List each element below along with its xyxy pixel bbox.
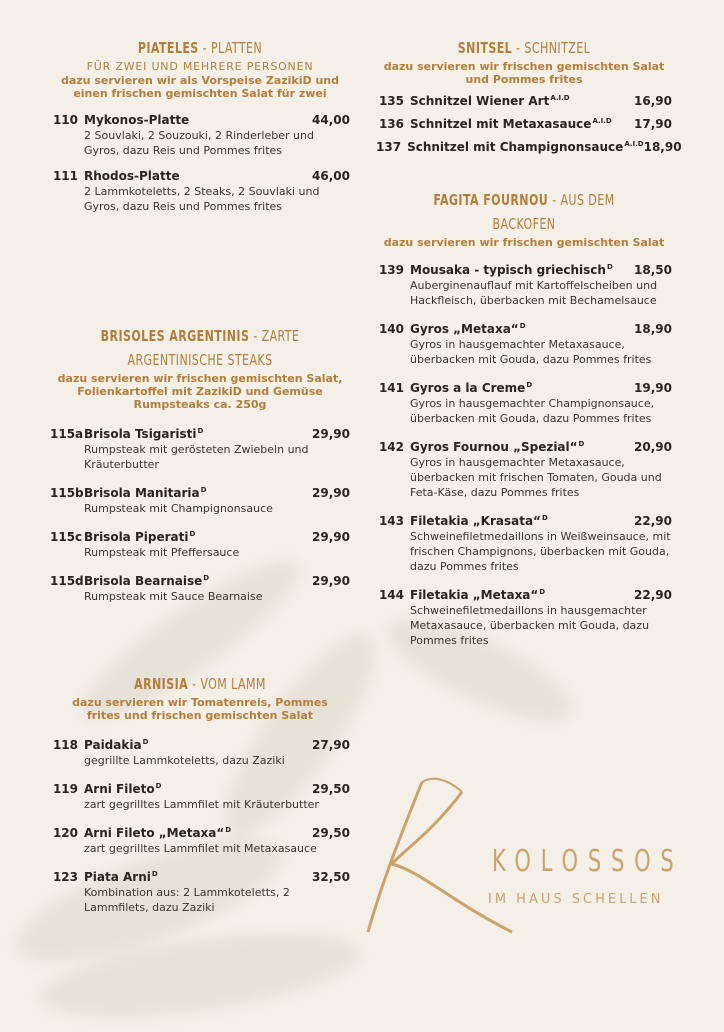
section-note: dazu servieren wir frischen gemischten Salat — [383, 236, 665, 249]
menu-item — [376, 318, 672, 367]
menu-item — [50, 570, 350, 604]
item-name: Brisola Piperati$^D$ — [84, 530, 196, 544]
item-number: 140 — [378, 322, 404, 336]
menu-item — [50, 866, 350, 915]
allergen-marker: D — [189, 530, 196, 538]
item-header — [50, 570, 350, 589]
item-description: zart gegrilltes Lammfilet mit Metaxasauce — [84, 842, 317, 855]
item-number: 119 — [52, 782, 78, 796]
item-header — [376, 377, 672, 396]
allergen-marker: D — [541, 514, 548, 522]
item-list — [376, 90, 682, 155]
item-number: 135 — [378, 94, 404, 108]
item-name: Gyros „Metaxa“$^D$ — [410, 322, 526, 336]
allergen-marker: D — [578, 440, 585, 448]
kolossos-logo — [362, 772, 702, 942]
item-number: 115a — [50, 427, 84, 441]
menu-item — [50, 734, 350, 768]
section-note: dazu servieren wir Tomatenreis, Pommes frites und frischen gemischten Salat — [72, 696, 328, 722]
item-name: Filetakia „Metaxa“$^D$ — [410, 588, 546, 602]
item-number: 136 — [378, 117, 404, 131]
item-header — [50, 822, 350, 841]
section-title-line2: ARGENTINISCHE STEAKS — [127, 351, 273, 369]
allergen-marker: D — [142, 738, 149, 746]
menu-item — [376, 90, 672, 109]
menu-item — [376, 113, 672, 132]
item-description: Gyros in hausgemachter Metaxasauce, überbacken mit Gouda, dazu Pommes frites — [410, 338, 652, 366]
section-subtitle: FÜR ZWEI UND MEHRERE PERSONEN — [86, 60, 314, 73]
item-description: Schweinefiletmedaillons in Weißweinsauce, mit frischen Champignons, überbacken mit Gouda, dazu Pommes frites — [410, 530, 671, 573]
item-number: 144 — [378, 588, 404, 602]
section-fagita — [376, 188, 672, 648]
allergen-marker: A.I.D — [592, 117, 612, 125]
menu-item — [50, 778, 350, 812]
item-description: Gyros in hausgemachter Metaxasauce, überbacken mit frischen Tomaten, Gouda und Feta-Käse, dazu Pommes frites — [410, 456, 662, 499]
section-title: ARNISIA - VOM LAMM — [134, 675, 266, 693]
item-price: 29,50 — [312, 826, 350, 840]
item-header — [376, 259, 672, 278]
item-number: 137 — [376, 140, 402, 154]
item-description: Rumpsteak mit Pfeffersauce — [84, 546, 240, 559]
item-name: Schnitzel mit Metaxasauce$^{A.I.D}$ — [410, 117, 612, 131]
item-description: 2 Lammkoteletts, 2 Steaks, 2 Souvlaki und Gyros, dazu Reis und Pommes frites — [84, 185, 320, 213]
menu-item — [376, 436, 672, 500]
section-title: FAGITA FOURNOU - AUS DEM BACKOFEN — [433, 191, 615, 233]
item-name: Brisola Manitaria$^D$ — [84, 486, 207, 500]
item-list — [376, 259, 672, 648]
item-number: 123 — [52, 870, 78, 884]
menu-item — [376, 584, 672, 648]
allergen-marker: D — [151, 870, 158, 878]
item-price: 17,90 — [634, 117, 672, 131]
item-price: 18,90 — [643, 140, 682, 154]
item-description: Gyros in hausgemachter Champignonsauce, überbacken mit Gouda, dazu Pommes frites — [410, 397, 655, 425]
section-title: PIATELES - PLATTEN — [137, 39, 263, 57]
item-price: 46,00 — [312, 169, 350, 183]
item-number: 115d — [50, 574, 84, 588]
item-list — [50, 423, 350, 604]
allergen-marker: D — [197, 427, 204, 435]
item-price: 18,50 — [634, 263, 672, 277]
item-header — [50, 866, 350, 885]
item-number: 115c — [50, 530, 83, 544]
item-header — [50, 526, 350, 545]
allergen-marker: A.I.D — [624, 140, 644, 148]
menu-item — [376, 510, 672, 574]
item-price: 22,90 — [634, 514, 672, 528]
menu-item — [50, 822, 350, 856]
section-note-weight: Rumpsteaks ca. 250g — [133, 398, 267, 411]
allergen-marker: D — [225, 826, 232, 834]
item-description: Rumpsteak mit Champignonsauce — [84, 502, 273, 515]
section-note: dazu servieren wir als Vorspeise ZazikiD und einen frischen gemischten Salat für zwei — [60, 74, 340, 100]
menu-item — [50, 482, 350, 516]
menu-item — [50, 112, 350, 158]
menu-item — [376, 136, 682, 155]
item-name: Schnitzel Wiener Art$^{A.I.D}$ — [410, 94, 570, 108]
menu-item — [50, 423, 350, 472]
logo-subtitle: IM HAUS SCHELLEN — [488, 892, 664, 907]
section-brisoles — [50, 324, 350, 604]
section-note: dazu servieren wir frischen gemischten Salat, Folienkartoffel mit ZazikiD und Gemüse — [57, 372, 343, 398]
item-price: 22,90 — [634, 588, 672, 602]
item-description: gegrillte Lammkoteletts, dazu Zaziki — [84, 754, 285, 767]
allergen-marker: D — [526, 381, 533, 389]
item-description: Rumpsteak mit Sauce Bearnaise — [84, 590, 263, 603]
item-name: Rhodos-Platte — [84, 169, 180, 183]
allergen-marker: D — [519, 322, 526, 330]
item-header — [376, 436, 672, 455]
allergen-marker: D — [155, 782, 162, 790]
item-name: Piata Arni$^D$ — [84, 870, 158, 884]
item-list — [50, 112, 350, 214]
section-snitsel — [376, 36, 682, 155]
item-number: 115b — [50, 486, 84, 500]
section-note: dazu servieren wir frischen gemischten Salat und Pommes frites — [383, 60, 665, 86]
item-header — [376, 318, 672, 337]
item-header — [376, 510, 672, 529]
item-description: Auberginenauflauf mit Kartoffelscheiben und Hackfleisch, überbacken mit Bechamelsauce — [410, 279, 658, 307]
item-number: 139 — [378, 263, 404, 277]
item-header — [50, 734, 350, 753]
item-header — [376, 113, 672, 132]
item-name: Mykonos-Platte — [84, 113, 190, 127]
item-number: 118 — [52, 738, 78, 752]
section-arnisia — [50, 672, 350, 915]
item-number: 141 — [378, 381, 404, 395]
item-price: 18,90 — [634, 322, 672, 336]
section-title: BRISOLES ARGENTINIS - ZARTE — [100, 327, 300, 345]
item-price: 29,90 — [312, 574, 350, 588]
item-description: Schweinefiletmedaillons in hausgemachter Metaxasauce, überbacken mit Gouda, dazu Pommes frites — [410, 604, 650, 647]
allergen-marker: D — [606, 263, 613, 271]
logo-wordmark: KOLOSSOS — [492, 844, 684, 879]
item-description: Kombination aus: 2 Lammkoteletts, 2 Lammfilets, dazu Zaziki — [84, 886, 290, 914]
item-name: Filetakia „Krasata“$^D$ — [410, 514, 548, 528]
menu-item — [50, 526, 350, 560]
item-name: Paidakia$^D$ — [84, 738, 149, 752]
item-header — [50, 112, 350, 128]
item-description: zart gegrilltes Lammfilet mit Kräuterbutter — [84, 798, 319, 811]
item-header — [50, 423, 350, 442]
item-price: 27,90 — [312, 738, 350, 752]
item-name: Mousaka - typisch griechisch$^D$ — [410, 263, 613, 277]
item-name: Brisola Tsigaristi$^D$ — [84, 427, 204, 441]
allergen-marker: D — [200, 486, 207, 494]
item-name: Brisola Bearnaise$^D$ — [84, 574, 210, 588]
item-number: 143 — [378, 514, 404, 528]
item-name: Arni Fileto „Metaxa“$^D$ — [84, 826, 232, 840]
menu-item — [376, 377, 672, 426]
item-number: 120 — [52, 826, 78, 840]
item-name: Arni Fileto$^D$ — [84, 782, 162, 796]
allergen-marker: A.I.D — [550, 94, 570, 102]
menu-item — [376, 259, 672, 308]
item-name: Schnitzel mit Champignonsauce$^{A.I.D}$ — [407, 140, 644, 154]
allergen-marker: D — [203, 574, 210, 582]
item-name: Gyros a la Creme$^D$ — [410, 381, 533, 395]
item-description: 2 Souvlaki, 2 Souzouki, 2 Rinderleber und Gyros, dazu Reis und Pommes frites — [84, 129, 314, 157]
item-price: 19,90 — [634, 381, 672, 395]
item-number: 110 — [52, 113, 78, 127]
item-price: 29,90 — [312, 530, 350, 544]
item-price: 16,90 — [634, 94, 672, 108]
item-price: 29,90 — [312, 486, 350, 500]
item-price: 29,50 — [312, 782, 350, 796]
item-header — [376, 584, 672, 603]
item-header — [376, 90, 672, 109]
item-description: Rumpsteak mit gerösteten Zwiebeln und Kräuterbutter — [84, 443, 309, 471]
item-number: 142 — [378, 440, 404, 454]
section-title: SNITSEL - SCHNITZEL — [457, 39, 591, 57]
item-price: 44,00 — [312, 113, 350, 127]
menu-item — [50, 168, 350, 214]
item-list — [50, 734, 350, 915]
item-number: 111 — [52, 169, 78, 183]
item-header — [50, 168, 350, 184]
item-price: 20,90 — [634, 440, 672, 454]
item-price: 29,90 — [312, 427, 350, 441]
item-header — [376, 136, 682, 155]
allergen-marker: D — [539, 588, 546, 596]
item-header — [50, 778, 350, 797]
item-price: 32,50 — [312, 870, 350, 884]
item-header — [50, 482, 350, 501]
item-name: Gyros Fournou „Spezial“$^D$ — [410, 440, 585, 454]
section-platten — [50, 36, 350, 214]
